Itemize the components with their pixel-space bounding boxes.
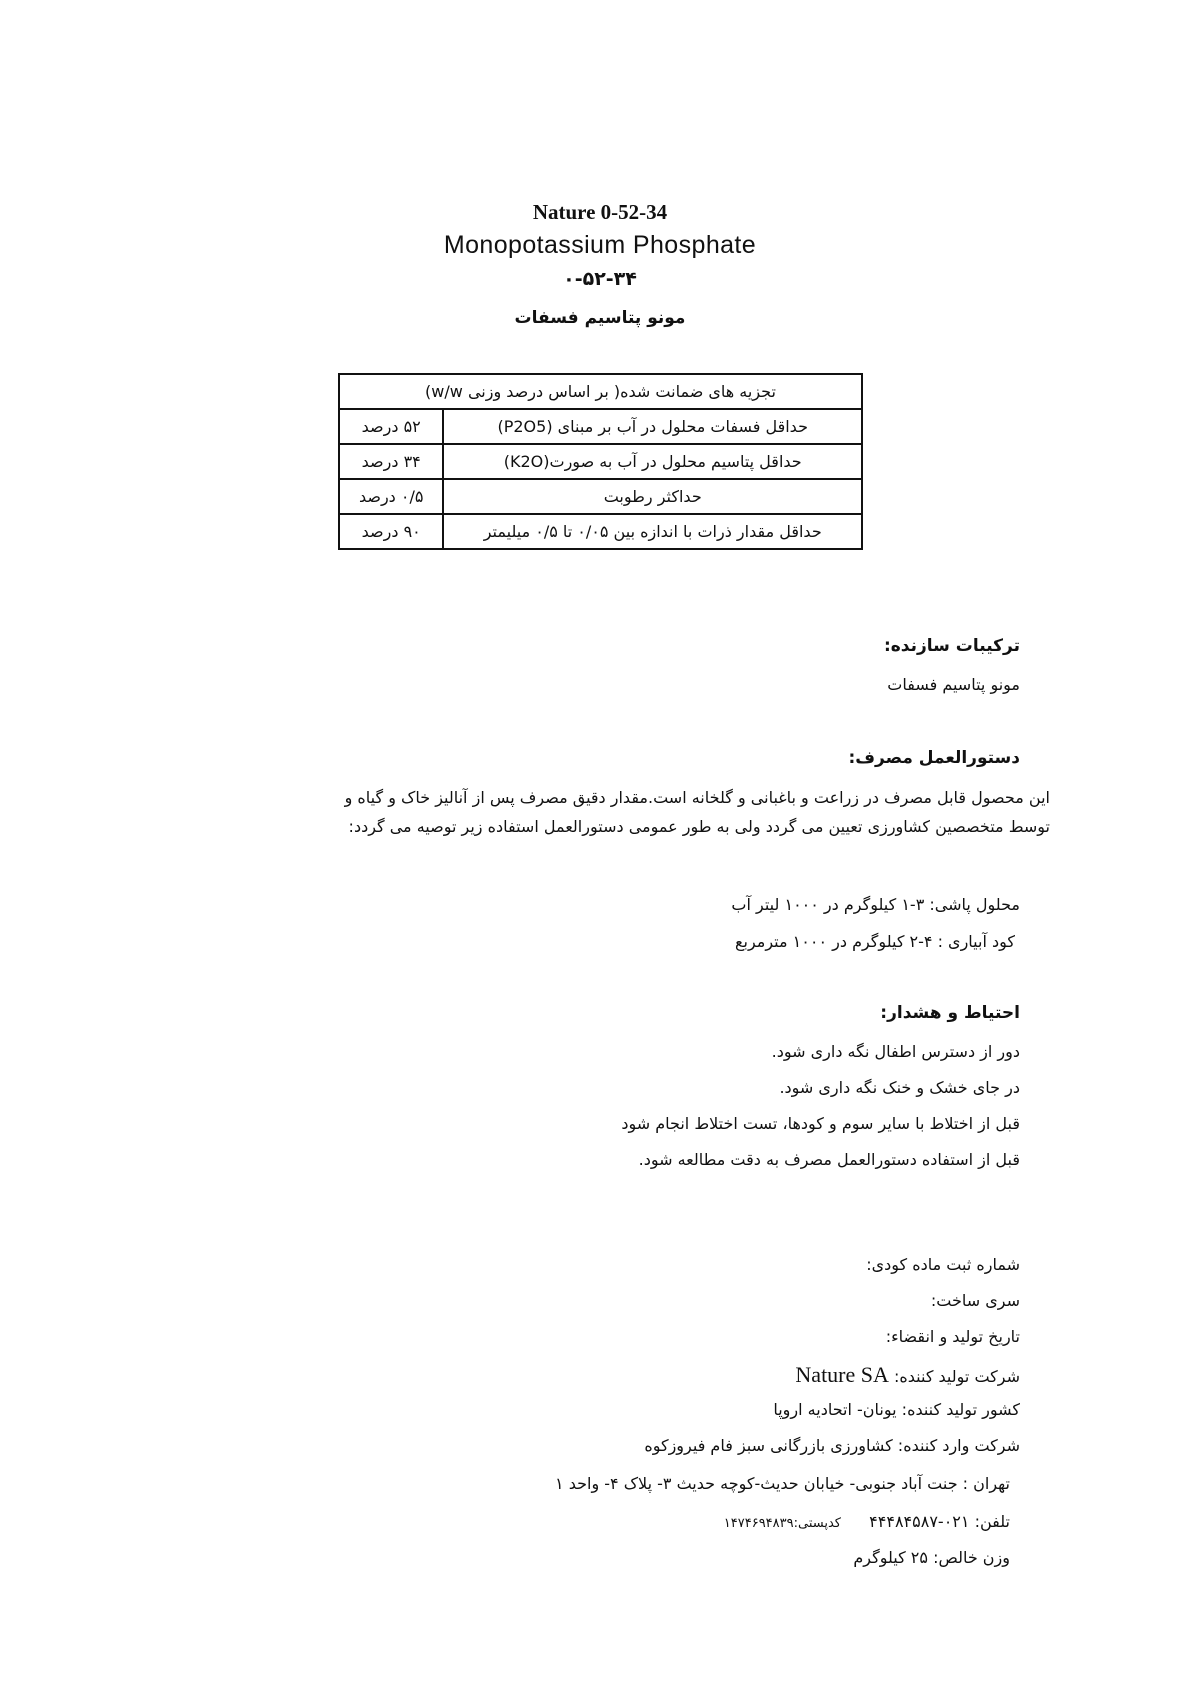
warning-item: قبل از اختلاط با سایر سوم و کودها، تست اختلاط انجام شود (621, 1114, 1020, 1133)
warning-item: دور از دسترس اطفال نگه داری شود. (771, 1042, 1020, 1061)
warning-item: در جای خشک و خنک نگه داری شود. (779, 1078, 1020, 1097)
importer-value: کشاورزی بازرگانی سبز فام فیروزکوه (644, 1436, 893, 1455)
country-line (773, 1400, 1020, 1419)
usage-paragraph-line-2: توسط متخصصین کشاورزی تعیین می گردد ولی به طور عمومی دستورالعمل استفاده زیر توصیه می گردد: (348, 817, 1050, 836)
product-formula-fa: ۰-۵۲-۳۴ (563, 268, 637, 290)
ingredients-heading: ترکیبات سازنده: (883, 636, 1020, 656)
address-line: تهران : جنت آباد جنوبی- خیابان حدیث-کوچه حدیث ۳- پلاک ۴- واحد ۱ (555, 1474, 1010, 1493)
table-row (339, 479, 862, 514)
postal-code-label: کدپستی: (793, 1516, 841, 1531)
producer-line (795, 1362, 1020, 1388)
usage-heading: دستورالعمل مصرف: (848, 748, 1020, 768)
net-weight-label: وزن خالص: (933, 1548, 1010, 1567)
table-row (339, 409, 862, 444)
batch-label: سری ساخت: (930, 1291, 1020, 1310)
usage-foliar: محلول پاشی: ۳-۱ کیلوگرم در ۱۰۰۰ لیتر آب (731, 895, 1020, 914)
guaranteed-analysis-table (338, 373, 863, 550)
net-weight-value: ۲۵ کیلوگرم (853, 1548, 928, 1567)
table-row (339, 514, 862, 549)
ingredients-text: مونو پتاسیم فسفات (887, 675, 1020, 694)
row-description: حداقل مقدار ذرات با اندازه بین ۰/۰۵ تا ۰/۵ میلیمتر (443, 514, 862, 549)
producer-value: Nature SA (795, 1362, 889, 1387)
net-weight-line (853, 1548, 1010, 1567)
table-header-row (339, 374, 862, 409)
row-description: حداقل پتاسیم محلول در آب به صورت(K2O) (443, 444, 862, 479)
warnings-heading: احتیاط و هشدار: (880, 1003, 1020, 1023)
country-value: یونان- اتحادیه اروپا (773, 1400, 897, 1419)
row-value: ۹۰ درصد (339, 514, 443, 549)
phone-value: ۰۲۱-۴۴۴۸۴۵۸۷ (869, 1512, 970, 1531)
dates-label: تاریخ تولید و انقضاء: (885, 1327, 1020, 1346)
table-row (339, 444, 862, 479)
importer-label: شرکت وارد کننده: (897, 1436, 1020, 1455)
row-value: ۵۲ درصد (339, 409, 443, 444)
importer-line (644, 1436, 1020, 1455)
product-subtitle-en: Monopotassium Phosphate (443, 231, 757, 259)
contact-line (724, 1512, 1010, 1531)
row-value: ۳۴ درصد (339, 444, 443, 479)
row-description: حداقل فسفات محلول در آب بر مبنای (P2O5) (443, 409, 862, 444)
row-value: ۰/۵ درصد (339, 479, 443, 514)
country-label: کشور تولید کننده: (901, 1400, 1020, 1419)
warning-item: قبل از استفاده دستورالعمل مصرف به دقت مطالعه شود. (638, 1150, 1020, 1169)
producer-label: شرکت تولید کننده: (894, 1367, 1020, 1386)
table-header: تجزیه های ضمانت شده( بر اساس درصد وزنی w/w) (339, 374, 862, 409)
product-title-fa: مونو پتاسیم فسفات (514, 308, 686, 328)
usage-paragraph-line-1: این محصول قابل مصرف در زراعت و باغبانی و گلخانه است.مقدار دقیق مصرف پس از آنالیز خاک و گیاه و (344, 788, 1050, 807)
usage-irrigation: کود آبیاری : ۴-۲ کیلوگرم در ۱۰۰۰ مترمربع (734, 932, 1015, 951)
phone-label: تلفن: (974, 1512, 1010, 1531)
postal-code-value: ۱۴۷۴۶۹۴۸۳۹ (723, 1516, 794, 1531)
row-description: حداکثر رطوبت (443, 479, 862, 514)
registration-number-label: شماره ثبت ماده کودی: (866, 1255, 1020, 1274)
product-title-en: Nature 0-52-34 (532, 200, 668, 224)
